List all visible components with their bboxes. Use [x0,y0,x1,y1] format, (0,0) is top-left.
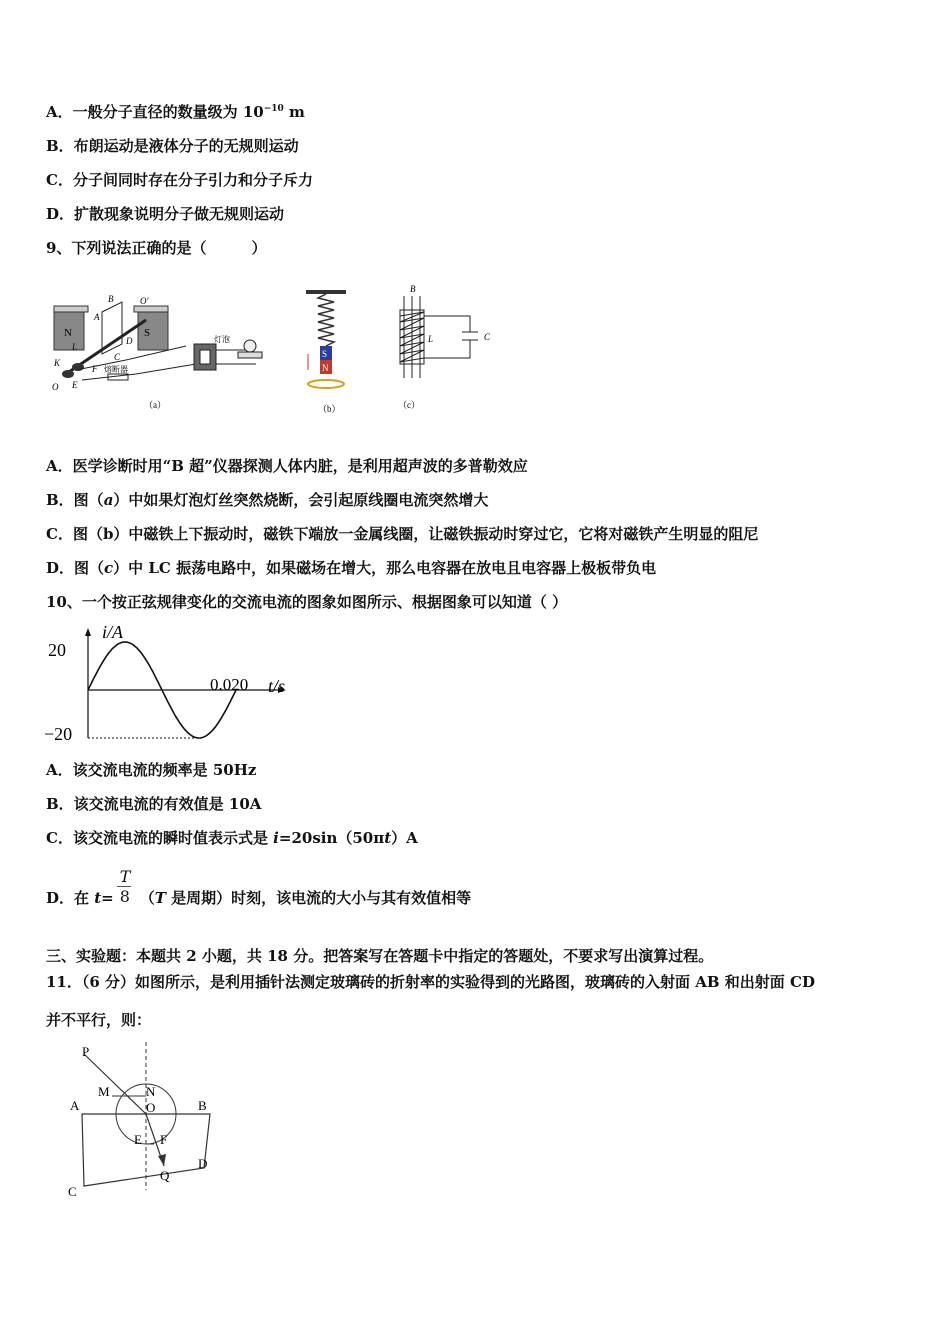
svg-text:O': O' [140,296,149,306]
q9-option-c: C．图（b）中磁铁上下振动时，磁铁下端放一金属线圈，让磁铁振动时穿过它，它将对磁铁产生明显的阻尼 [46,525,759,543]
svg-text:N: N [146,1084,156,1099]
svg-text:D: D [126,336,133,346]
chart-y-arrow [85,628,91,636]
q11-stem-line2: 并不平行，则： [46,1011,152,1029]
svg-text:O: O [52,382,59,392]
fig-c-caption: （c） [398,400,420,410]
svg-text:E: E [72,380,78,390]
q10-stem: 10、一个按正弦规律变化的交流电流的图象如图所示、根据图象可以知道（ ） [46,593,568,611]
chart-xlabel: t/s [268,676,286,696]
svg-text:F: F [92,364,98,374]
chart-ylabel: i/A [102,622,123,642]
svg-text:K: K [54,358,61,368]
svg-text:Q: Q [160,1168,170,1183]
q8-option-b: B．布朗运动是液体分子的无规则运动 [46,137,299,155]
svg-text:M: M [98,1084,110,1099]
svg-text:熔断器: 熔断器 [104,365,128,374]
q9-figure-c [390,282,500,412]
svg-text:灯泡: 灯泡 [214,335,230,344]
q10-option-d: D．在 t= $\frac{T}{8}$ （T 是周期）时刻，该电流的大小与其有效值相等 [46,867,472,907]
q10-option-a: A．该交流电流的频率是 50Hz [46,761,257,779]
q9-stem: 9、下列说法正确的是（ ） [46,239,267,257]
chart-y-tick-bottom: −20 [44,724,73,744]
svg-text:E: E [134,1132,142,1147]
q8-option-a-unit: m [283,103,305,121]
incident-ray [84,1054,146,1114]
section3-heading: 三、实验题：本题共 2 小题，共 18 分。把答案写在答题卡中指定的答题处，不要求写出演算过程。 [46,947,714,965]
q9-option-a: A．医学诊断时用“B 超”仪器探测人体内脏，是利用超声波的多普勒效应 [46,457,528,475]
q10-option-c: C．该交流电流的瞬时值表示式是 i=20sin（50πt）A [46,829,418,847]
svg-text:F: F [160,1132,168,1147]
q10-sine-chart [40,620,300,746]
magnet-s-label: S [322,349,328,359]
chart-y-tick-top: 20 [48,640,66,660]
q8-option-c: C．分子间同时存在分子引力和分子斥力 [46,171,313,189]
q9-figure-a [46,290,276,415]
svg-text:A: A [94,312,100,322]
q8-option-a-exponent: −10 [263,104,284,114]
q9-option-d: D．图（c）中 LC 振荡电路中，如果磁场在增大，那么电容器在放电且电容器上极板带负电 [46,559,657,577]
fig-b-caption: （b） [318,404,341,414]
fig-c-label-c: C [484,332,491,342]
svg-text:C: C [114,352,121,362]
svg-text:P: P [82,1044,90,1059]
svg-text:B: B [198,1098,207,1113]
fig-a-label-s: S [144,327,151,339]
svg-text:O: O [146,1100,156,1115]
magnet-n-label: N [322,363,329,373]
q11-light-path-figure [60,1040,230,1205]
q9-option-b: B．图（a）中如果灯泡灯丝突然烧断，会引起原线圈电流突然增大 [46,491,489,509]
q8-option-a-text: A．一般分子直径的数量级为 10 [46,103,264,121]
chart-x-tick-0: 0.020 [210,675,249,694]
svg-text:L: L [72,342,78,352]
fig-a-label-n: N [64,327,72,339]
q10-option-b: B．该交流电流的有效值是 10A [46,795,262,813]
q11-stem-line1: 11．（6 分）如图所示，是利用插针法测定玻璃砖的折射率的实验得到的光路图，玻璃砖的入射面 AB 和出射面 CD [46,973,815,991]
q8-option-a [46,102,305,125]
svg-text:C: C [68,1184,77,1199]
svg-text:B: B [108,294,114,304]
svg-text:A: A [70,1098,80,1113]
q9-figure-b [300,288,360,416]
q8-option-d: D．扩散现象说明分子做无规则运动 [46,205,285,223]
svg-text:D: D [198,1156,208,1171]
fig-c-label-b: B [410,284,416,294]
fraction-t-over-8: $\frac{T}{8}$ [114,889,134,909]
fig-c-label-l: L [428,334,434,344]
fig-a-caption: （a） [144,400,166,410]
